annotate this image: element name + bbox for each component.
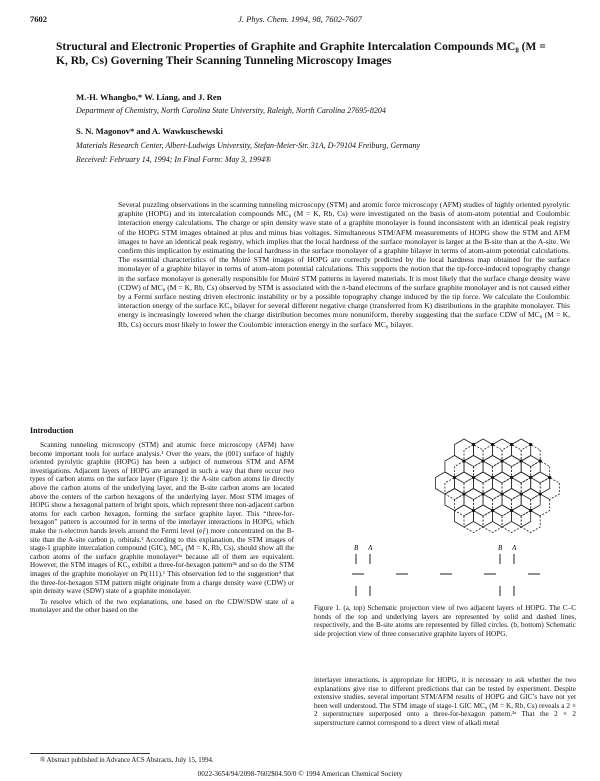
site-label-b-2: B xyxy=(498,544,503,552)
intro-paragraph-1: Scanning tunneling microscopy (STM) and atomic force microscopy (AFM) have become important tools for surface analysis.¹ Over the years, the (001) surface of highly oriented pyrolytic graphite (HOPG) has been a subject of numerous STM and AFM investigations. Adjacent layers of HOPG are arranged in such a way that there occur two types of carbon atoms on the surface layer (Figure 1): the A-site carbon atoms lie directly above the carbon atoms of the underlying layer, and the B-site carbon atoms are located above the centers of the carbon hexagons of the underlying layer. Most STM images of HOPG show a hexagonal pattern of bright spots, which represent three non-adjacent carbon atoms for each carbon hexagon, forming the surface graphite layer. This “three-for-hexagon” pattern is accounted for in terms of the interlayer interactions in HOPG, which make the π-electron bands levels around the Fermi level (eƒ) more concentrated on the B-site than the A-site carbon pₓ orbitals.² According to this explanation, the STM images of stage-1 graphite intercalation compound (GIC), MC₈ (M = K, Rb, Cs), should show all the carbon atoms of the surface graphite monolayer³ᵃ because all of them are equivalent. However, the STM images of KC₈ exhibit a three-for-hexagon pattern³ᵇ and so do the STM images of the graphite monolayer on Pt(111).¹ This observation led to the suggestion⁴ that the three-for-hexagon STM pattern might originate from a charge density wave (CDW) or spin density wave (SDW) state of a graphite monolayer. xyxy=(30,441,294,596)
b-site-atom xyxy=(548,476,551,479)
journal-citation: J. Phys. Chem. 1994, 98, 7602-7607 xyxy=(238,14,362,24)
authors-group-1: M.-H. Whangbo,* W. Liang, and J. Ren xyxy=(76,92,222,102)
received-dates: Received: February 14, 1994; In Final Form: May 3, 1994® xyxy=(76,155,272,164)
abstract: Several puzzling observations in the scanning tunneling microscopy (STM) and atomic force microscopy (AFM) studies of highly oriented pyrolytic graphite (HOPG) and its intercalation compounds MC₈ (M = K, Rb, Cs) were investigated on the basis of atom-atom potential and Coulombic interaction energy calculations. The charge or spin density wave state of a graphite monolayer is found inconsistent with an identical peak registry of the HOPG STM images obtained at plus and minus bias voltages. Simultaneous STM/AFM measurements of HOPG show the STM and AFM images to have an identical peak registry, which implies that the local hardness of the surface monolayer is larger at the B-site than at the A-site. We confirm this implication by estimating the local hardness in the surface monolayer of a graphite bilayer in terms of atom-atom potential calculations. The essential characteristics of the Moiré STM images of HOPG are correctly predicted by the local hardness map obtained for the surface monolayer of a graphite bilayer in terms of atom-atom potential calculations. This supports the notion that the tip-force-induced topography change in the surface monolayer is generally responsible for Moiré STM patterns in layered materials. It is most likely that the surface charge density wave (CDW) of MC₈ (M = K, Rb, Cs) observed by STM is associated with the π-band electrons of the surface graphite monolayer and is not caused either by a Fermi surface nesting driven electronic instability or by a possible topography change induced by the tip force. We calculate the Coulombic interaction energy of the surface KC₈ bilayer for several different negative charge (transferred from K) distributions in the graphite monolayer. This energy is increasingly lowered when the charge distribution becomes more nonuniform, thereby suggesting that the surface CDW of MC₈ (M = K, Rb, Cs) occurs most likely to lower the Coulombic interaction energy in the surface MC₈ bilayer. xyxy=(118,200,570,329)
footnote-rule xyxy=(30,753,150,754)
paper-title: Structural and Electronic Properties of Graphite and Graphite Intercalation Compounds MC₈ (M = K, Rb, Cs) Governing Their Scanning Tunneling Microscopy Images xyxy=(56,41,546,67)
site-label-a-2: A xyxy=(512,544,517,552)
side-projection-diagram xyxy=(352,544,540,596)
site-label-a-1: A xyxy=(368,544,373,552)
copyright-line: 0022-3654/94/2098-7602$04.50/0 © 1994 American Chemical Society xyxy=(197,770,403,778)
site-label-b-1: B xyxy=(354,544,359,552)
page-number: 7602 xyxy=(30,14,47,24)
authors-group-2: S. N. Magonov* and A. Wawkuschewski xyxy=(76,126,223,136)
section-heading: Introduction xyxy=(30,426,74,435)
left-column xyxy=(30,441,294,617)
footnote: ® Abstract published in Advance ACS Abstracts, July 15, 1994. xyxy=(40,757,214,764)
b-site-atom xyxy=(529,443,532,446)
intro-paragraph-2: To resolve which of the two explanations, one based on the CDW/SDW state of a monolayer and the other based on the xyxy=(30,597,294,615)
affiliation-1: Department of Chemistry, North Carolina State University, Raleigh, North Carolina 27695-8204 xyxy=(76,106,386,115)
b-site-atom xyxy=(539,492,542,495)
graphite-lattice-diagram xyxy=(435,439,559,533)
figure-1 xyxy=(312,438,580,598)
running-header xyxy=(30,14,570,26)
b-site-atom xyxy=(539,459,542,462)
affiliation-2: Materials Research Center, Albert-Ludwigs University, Stefan-Meier-Str. 31A, D-79104 Freiburg, Germany xyxy=(76,141,421,150)
right-column-text: interlayer interactions, is appropriate for HOPG, it is necessary to ask whether the two explanations give rise to different predictions that can be tested by experiment. Despite extensive studies, several important STM/AFM results of HOPG and GIC’s have not yet been well understood. The STM image of stage-1 GIC MC₈ (M = K, Rb, Cs) reveals a 2 × 2 superstructure superposed onto a three-for-hexagon pattern.³ᵃ That the 2 × 2 superstructure cannot correspond to a direct view of alkali metal xyxy=(314,676,576,727)
figure-caption: Figure 1. (a, top) Schematic projection view of two adjacent layers of HOPG. The C–C bonds of the top and underlying layers are represented by solid and dashed lines, respectively, and the B-site atoms are represented by filled circles. (b, bottom) Schematic side projection view of three consecutive graphite layers of HOPG. xyxy=(314,604,576,638)
b-site-atom xyxy=(529,509,532,512)
